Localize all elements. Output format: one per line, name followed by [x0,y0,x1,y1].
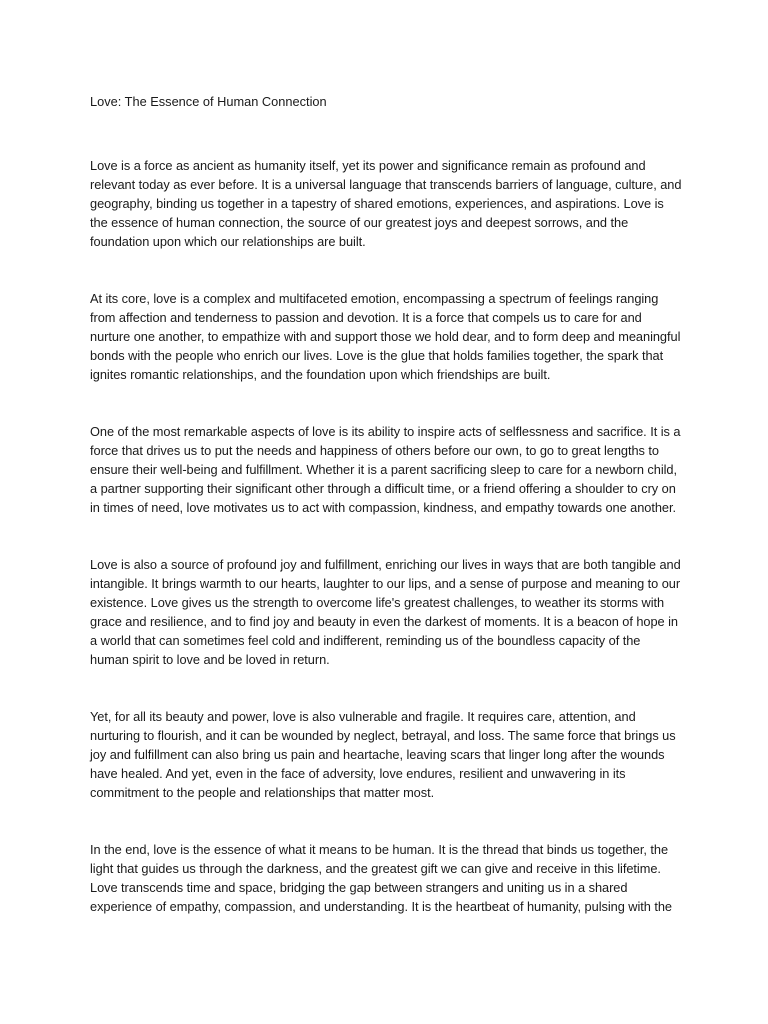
paragraph: One of the most remarkable aspects of love is its ability to inspire acts of selflessness and sacrifice. It is a force that drives us to put the needs and happiness of others before our own, to go to great lengths to ensure their well-being and fulfillment. Whether it is a parent sacrificing sleep to care for a newborn child, a partner supporting their significant other through a difficult time, or a friend offering a shoulder to cry on in times of need, love motivates us to act with compassion, kindness, and empathy towards one another. [90,424,681,515]
document-title: Love: The Essence of Human Connection [90,94,327,109]
paragraph: At its core, love is a complex and multifaceted emotion, encompassing a spectrum of feelings ranging from affection and tenderness to passion and devotion. It is a force that compels us to care for and nurture one another, to empathize with and support those we hold dear, and to form deep and meaningful bonds with the people who enrich our lives. Love is the glue that holds families together, the spark that ignites romantic relationships, and the foundation upon which friendships are built. [90,291,681,382]
paragraph: Love is a force as ancient as humanity itself, yet its power and significance remain as profound and relevant today as ever before. It is a universal language that transcends barriers of language, culture, and geography, binding us together in a tapestry of shared emotions, experiences, and aspirations. Love is the essence of human connection, the source of our greatest joys and deepest sorrows, and the foundation upon which our relationships are built. [90,158,682,249]
paragraph: Yet, for all its beauty and power, love is also vulnerable and fragile. It requires care, attention, and nurturing to flourish, and it can be wounded by neglect, betrayal, and loss. The same force that brings us joy and fulfillment can also bring us pain and heartache, leaving scars that linger long after the wounds have healed. And yet, even in the face of adversity, love endures, resilient and unwavering in its commitment to the people and relationships that matter most. [90,709,676,800]
document-body [90,92,682,954]
paragraph: Love is also a source of profound joy and fulfillment, enriching our lives in ways that are both tangible and intangible. It brings warmth to our hearts, laughter to our lips, and a sense of purpose and meaning to our existence. Love gives us the strength to overcome life's greatest challenges, to weather its storms with grace and resilience, and to find joy and beauty in even the darkest of moments. It is a beacon of hope in a world that can sometimes feel cold and indifferent, reminding us of the boundless capacity of the human spirit to love and be loved in return. [90,557,681,667]
paragraph: In the end, love is the essence of what it means to be human. It is the thread that binds us together, the light that guides us through the darkness, and the greatest gift we can give and receive in this lifetime. Love transcends time and space, bridging the gap between strangers and uniting us in a shared experience of empathy, compassion, and understanding. It is the heartbeat of humanity, pulsing with the [90,842,672,914]
